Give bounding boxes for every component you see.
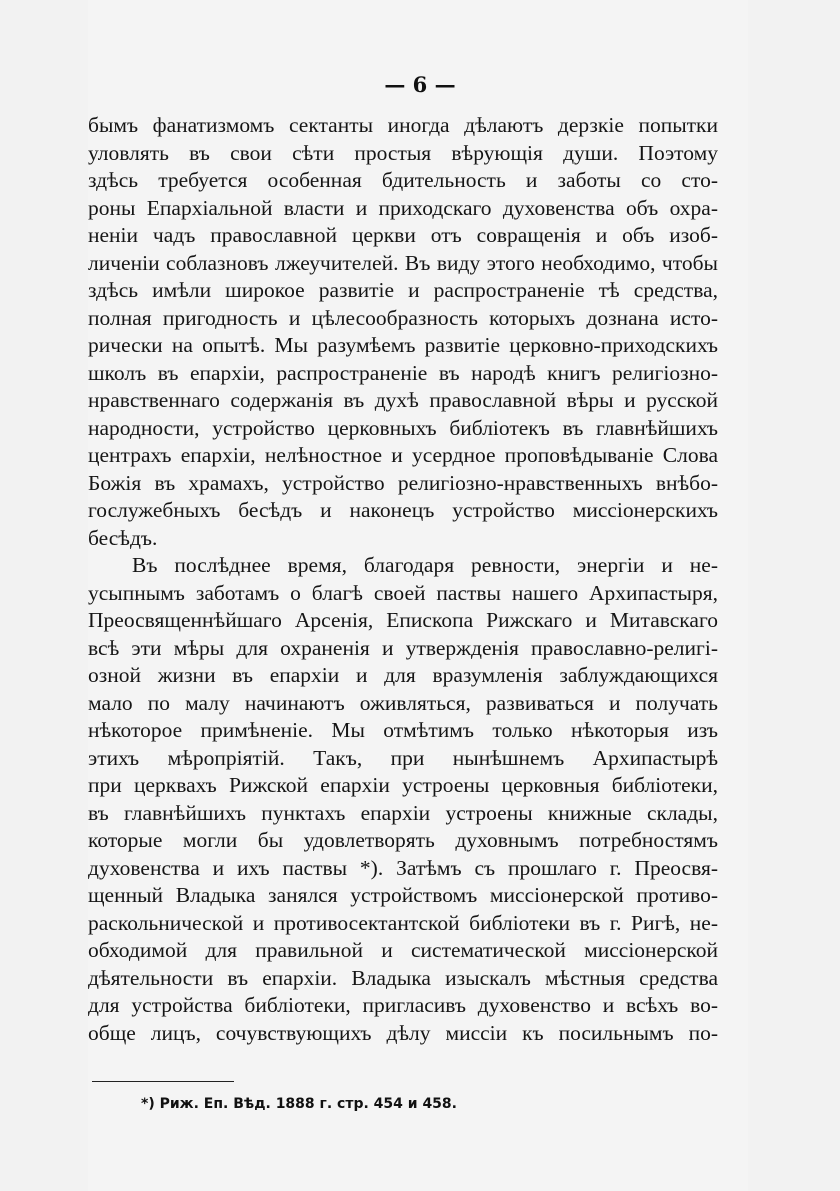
text-line: нравственнаго содержанія въ духѣ православной вѣры и русской (88, 388, 718, 412)
text-line: раскольнической и противосектантской библіотеки въ г. Ригѣ, не- (88, 910, 718, 935)
text-line: которые могли бы удовлетворять духовнымъ потребностямъ (88, 828, 718, 852)
paragraph-start-line: Въ послѣднее время, благодаря ревности, энергіи и не- (132, 553, 718, 577)
text-line: бымъ фанатизмомъ сектанты иногда дѣлаютъ дерзкіе попытки (88, 113, 718, 137)
text-line: школъ въ епархіи, распространеніе въ народѣ книгъ религіозно- (88, 360, 718, 385)
text-line: въ главнѣйшихъ пунктахъ епархіи устроены книжные склады, (88, 800, 718, 825)
text-line: центрахъ епархіи, нелѣностное и усердное проповѣдываніе Слова (88, 443, 718, 467)
text-line: дѣятельности въ епархіи. Владыка изыскалъ мѣстныя средства (88, 965, 718, 990)
body-text (88, 112, 718, 1047)
footnote-divider (92, 1081, 234, 1082)
text-line: мало по малу начинаютъ оживляться, развиваться и получать (88, 690, 718, 715)
text-line: роны Епархіальной власти и приходскаго духовенства объ охра- (88, 195, 718, 220)
text-line: здѣсь имѣли широкое развитіе и распространеніе тѣ средства, (88, 278, 718, 302)
text-line: бесѣдъ. (88, 525, 158, 550)
text-line: этихъ мѣропріятій. Такъ, при нынѣшнемъ Архипастырѣ (88, 745, 718, 770)
text-line: щенный Владыка занялся устройствомъ миссіонерской противо- (88, 883, 718, 907)
text-line: духовенства и ихъ паствы *). Затѣмъ съ прошлаго г. Преосвя- (88, 855, 718, 880)
text-line: здѣсь требуется особенная бдительность и заботы со сто- (88, 168, 718, 192)
text-line: неніи чадъ православной церкви отъ совращенія и объ изоб- (88, 223, 718, 247)
footnote: *) Риж. Еп. Вѣд. 1888 г. стр. 454 и 458. (141, 1096, 457, 1112)
text-line: при церквахъ Рижской епархіи устроены церковныя библіотеки, (88, 773, 718, 797)
text-line: Божія въ храмахъ, устройство религіозно-нравственныхъ внѣбо- (88, 470, 718, 495)
text-line: обходимой для правильной и систематической миссіонерской (88, 938, 718, 962)
text-line: усыпнымъ заботамъ о благѣ своей паствы нашего Архипастыря, (88, 580, 718, 605)
text-line: гослужебныхъ бесѣдъ и наконецъ устройство миссіонерскихъ (88, 498, 718, 522)
text-line: народности, устройство церковныхъ библіотекъ въ главнѣйшихъ (88, 415, 718, 440)
text-line: полная пригодность и цѣлесообразность которыхъ дознана исто- (88, 305, 718, 330)
text-line: нѣкоторое примѣненіе. Мы отмѣтимъ только нѣкоторыя изъ (88, 718, 718, 742)
text-line: для устройства библіотеки, пригласивъ духовенство и всѣхъ во- (88, 993, 718, 1017)
text-line: озной жизни въ епархіи и для вразумленія заблуждающихся (88, 663, 718, 687)
page-number: — 6 — (384, 72, 456, 97)
text-line: обще лицъ, сочувствующихъ дѣлу миссіи къ посильнымъ по- (88, 1020, 718, 1045)
text-line: уловлять въ свои сѣти простыя вѣрующія души. Поэтому (88, 140, 718, 165)
text-line: Преосвященнѣйшаго Арсенія, Епископа Рижскаго и Митавскаго (88, 608, 718, 632)
text-line: рически на опытѣ. Мы разумѣемъ развитіе церковно-приходскихъ (88, 333, 718, 357)
text-line: личеніи соблазновъ лжеучителей. Въ виду этого необходимо, чтобы (88, 250, 718, 275)
text-line: всѣ эти мѣры для охраненія и утвержденія православно-религі- (88, 635, 718, 660)
